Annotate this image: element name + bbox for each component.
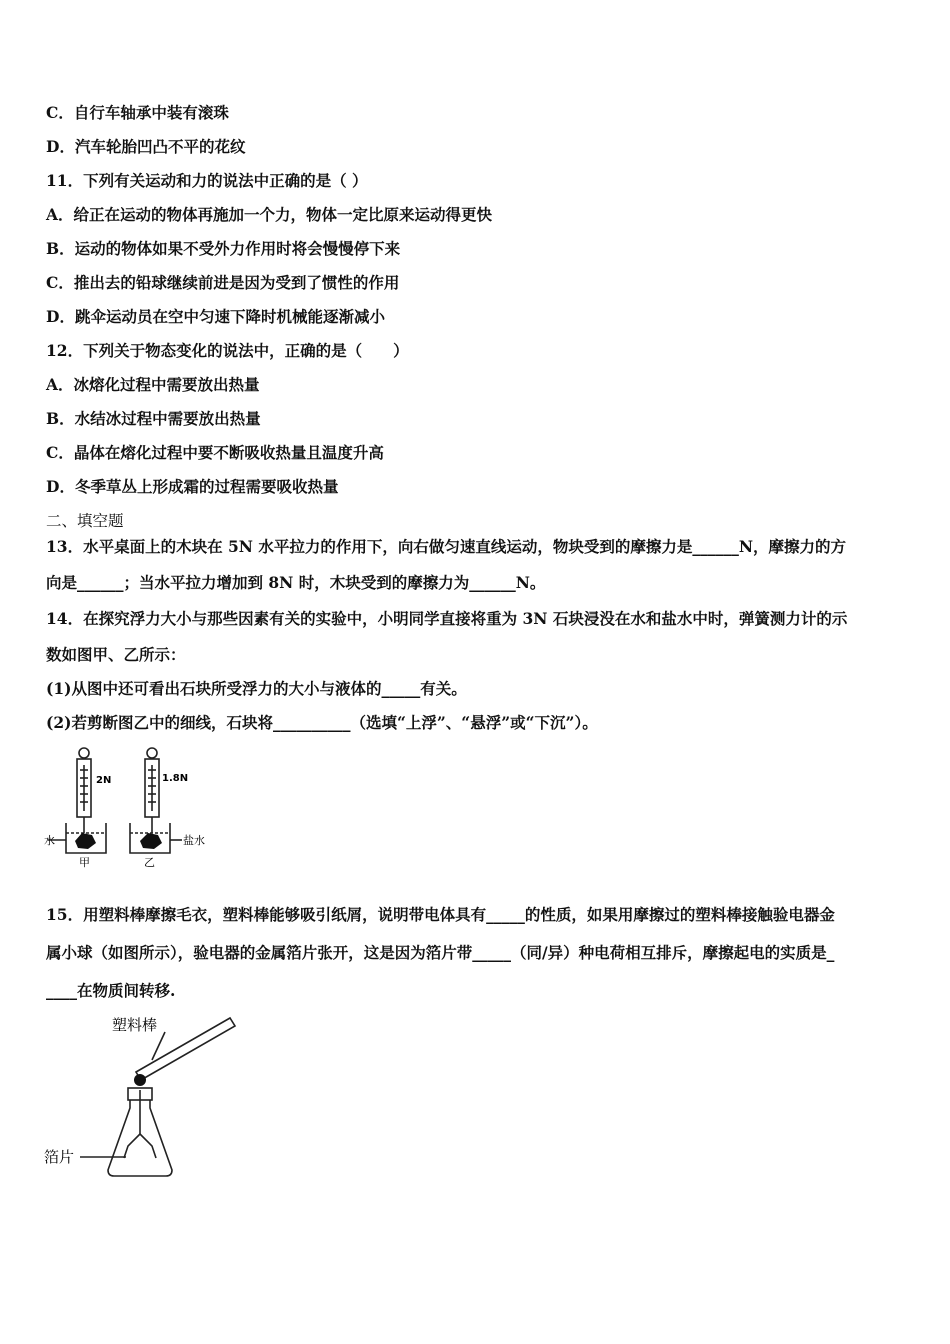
question-13-line2: 向是______；当水平拉力增加到 8N 时，木块受到的摩擦力为______N。 bbox=[46, 573, 546, 592]
option-12b: B．水结冰过程中需要放出热量 bbox=[46, 409, 261, 428]
option-11b: B．运动的物体如果不受外力作用时将会慢慢停下来 bbox=[46, 239, 401, 258]
reading-left: 2N bbox=[96, 775, 112, 786]
caption-left: 甲 bbox=[79, 856, 90, 869]
electroscope-figure bbox=[40, 1012, 240, 1182]
option-11d: D．跳伞运动员在空中匀速下降时机械能逐渐减小 bbox=[46, 307, 385, 326]
question-11: 11．下列有关运动和力的说法中正确的是（ ） bbox=[46, 171, 368, 190]
option-11a: A．给正在运动的物体再施加一个力，物体一定比原来运动得更快 bbox=[46, 205, 493, 224]
question-14-part1: (1)从图中还可看出石块所受浮力的大小与液体的_____有关。 bbox=[46, 679, 467, 698]
question-13-line1: 13．水平桌面上的木块在 5N 水平拉力的作用下，向右做匀速直线运动，物块受到的摩擦力是______N，摩擦力的方 bbox=[46, 537, 846, 556]
option-11c: C．推出去的铅球继续前进是因为受到了惯性的作用 bbox=[46, 273, 400, 292]
stone-right bbox=[140, 833, 162, 849]
question-12: 12．下列关于物态变化的说法中，正确的是（ ） bbox=[46, 341, 409, 360]
label-rod: 塑料棒 bbox=[112, 1016, 158, 1034]
option-12c: C．晶体在熔化过程中要不断吸收热量且温度升高 bbox=[46, 443, 384, 462]
option-12d: D．冬季草丛上形成霜的过程需要吸收热量 bbox=[46, 477, 339, 496]
metal-ball bbox=[134, 1074, 146, 1086]
question-14-line2: 数如图甲、乙所示： bbox=[46, 645, 186, 664]
option-10c: C．自行车轴承中装有滚珠 bbox=[46, 103, 229, 122]
question-14-part2: (2)若剪断图乙中的细线，石块将__________（选填“上浮”、“悬浮”或“下沉”）。 bbox=[46, 713, 598, 732]
option-12a: A．冰熔化过程中需要放出热量 bbox=[46, 375, 260, 394]
label-foil: 箔片 bbox=[44, 1148, 75, 1166]
question-15-line2: 属小球（如图所示），验电器的金属箔片张开，这是因为箔片带_____（同/异）种电荷相互排斥，摩擦起电的实质是_ bbox=[46, 943, 835, 962]
section-heading: 二、填空题 bbox=[46, 512, 124, 530]
reading-right: 1.8N bbox=[162, 773, 189, 784]
question-15-line1: 15．用塑料棒摩擦毛衣，塑料棒能够吸引纸屑，说明带电体具有_____的性质，如果用摩擦过的塑料棒接触验电器金 bbox=[46, 905, 835, 924]
label-water: 水 bbox=[44, 834, 55, 847]
option-10d: D．汽车轮胎凹凸不平的花纹 bbox=[46, 137, 246, 156]
question-15-line3: ____在物质间转移. bbox=[46, 981, 176, 1000]
spring-scale-figure bbox=[44, 745, 209, 870]
caption-right: 乙 bbox=[144, 856, 155, 869]
label-saltwater: 盐水 bbox=[183, 834, 205, 847]
stone-left bbox=[75, 833, 96, 849]
question-14-line1: 14．在探究浮力大小与那些因素有关的实验中，小明同学直接将重为 3N 石块浸没在水和盐水中时，弹簧测力计的示 bbox=[46, 609, 848, 628]
